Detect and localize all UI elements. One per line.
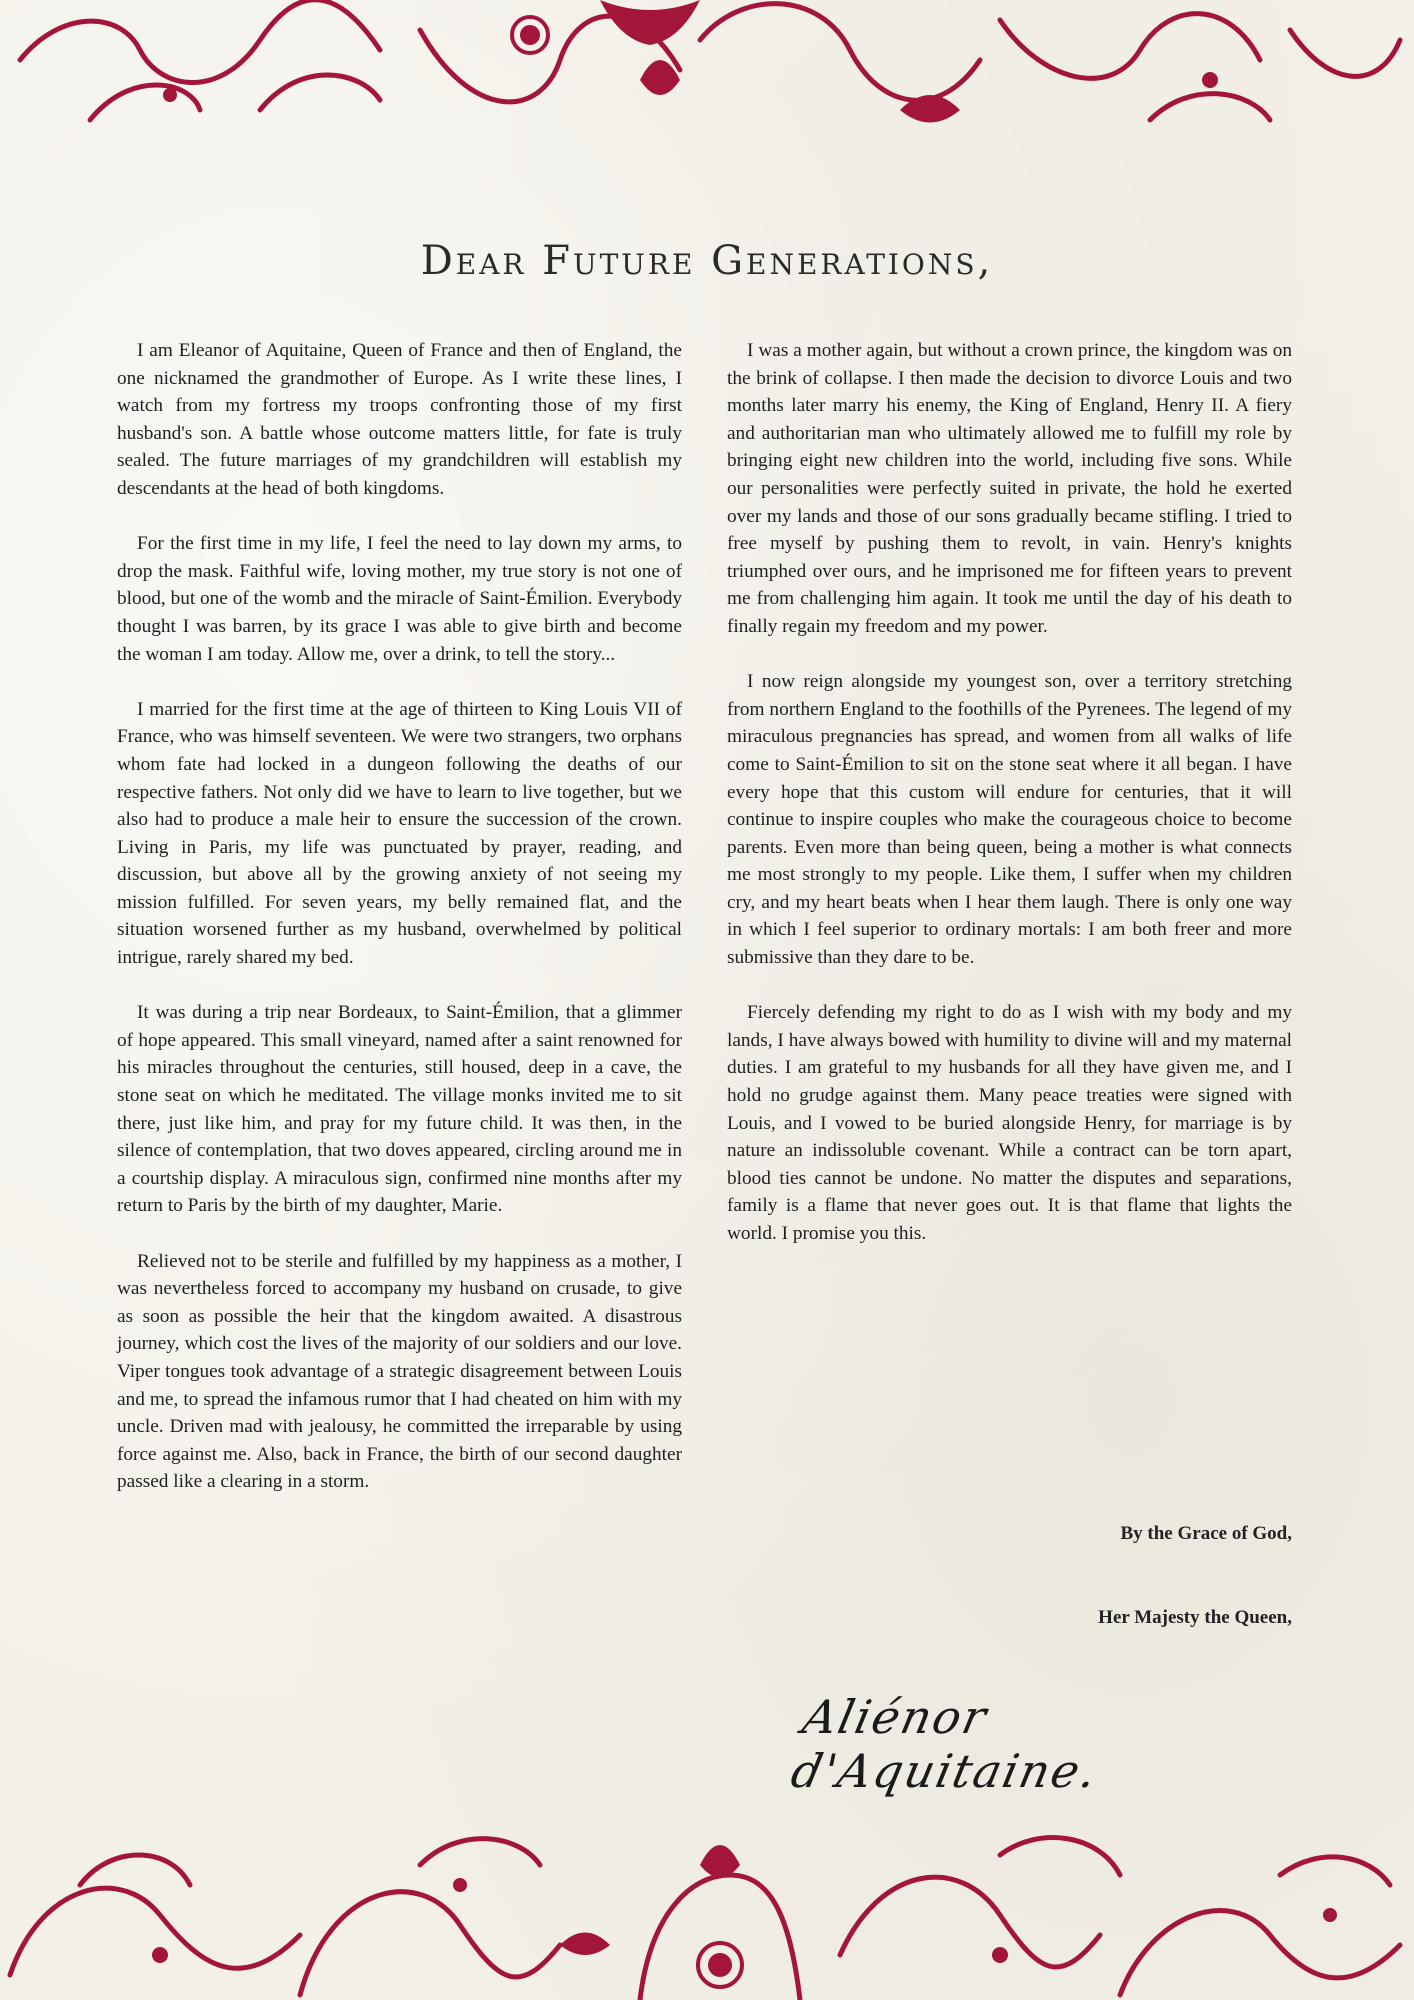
letter-paragraph: I am Eleanor of Aquitaine, Queen of France and then of England, the one nicknamed the grandmother of Europe. As I write these lines, I watch from my fortress my troops confronting those of my first husband's son. A battle whose outcome matters little, for fate is truly sealed. The future marriages of my grandchildren will establish my descendants at the head of both kingdoms. bbox=[117, 340, 682, 499]
floral-scroll-icon bbox=[0, 0, 1414, 140]
bottom-floral-ornament bbox=[0, 1825, 1414, 2000]
letter-paragraph: It was during a trip near Bordeaux, to Saint-Émilion, that a glimmer of hope appeared. This small vineyard, named after a saint renowned for his miracles throughout the centuries, still housed, deep in a cave, the stone seat on which he meditated. The village monks invited me to sit there, just like him, and pray for my future child. It was then, in the silence of contemplation, that two doves appeared, circling around me in a courtship display. A miraculous sign, confirmed nine months after my return to Paris by the birth of my daughter, Marie. bbox=[117, 1002, 682, 1217]
letter-paragraph: I now reign alongside my youngest son, over a territory stretching from northern England to the foothills of the Pyrenees. The legend of my miraculous pregnancies has spread, and women from all walks of life come to Saint-Émilion to sit on the stone seat where it all began. I have every hope that this custom will endure for centuries, that it will continue to inspire couples who make the courageous choice to become parents. Even more than being queen, being a mother is what connects me most strongly to my people. Like them, I suffer when my children cry, and my heart beats when I hear them laugh. There is only one way in which I feel superior to ordinary mortals: I am both freer and more submissive than they dare to be. bbox=[727, 671, 1292, 969]
letter-paragraph: For the first time in my life, I feel the need to lay down my arms, to drop the mask. Faithful wife, loving mother, my true story is not one of blood, but one of the womb and the miracle of Saint-Émilion. Everybody thought I was barren, by its grace I was able to give birth and become the woman I am today. Allow me, over a drink, to tell the story... bbox=[117, 533, 682, 665]
floral-scroll-icon bbox=[0, 1825, 1414, 2000]
handwritten-signature: Aliénor d'Aquitaine. bbox=[786, 1690, 1104, 1798]
closing-line-majesty: Her Majesty the Queen, bbox=[1098, 1607, 1292, 1628]
closing-line-grace: By the Grace of God, bbox=[1120, 1523, 1292, 1544]
letter-paragraph: Relieved not to be sterile and fulfilled by my happiness as a mother, I was nevertheless forced to accompany my husband on crusade, to give as soon as possible the heir that the kingdom awaited. A disastrous journey, which cost the lives of the majority of our soldiers and our love. Viper tongues took advantage of a strategic disagreement between Louis and me, to spread the infamous rumor that I had cheated on him with my uncle. Driven mad with jealousy, he committed the irreparable by using force against me. Also, back in France, the birth of our second daughter passed like a clearing in a storm. bbox=[117, 1250, 682, 1493]
letter-title: Dear Future Generations, bbox=[420, 238, 994, 284]
letter-left-column bbox=[117, 337, 682, 1524]
letter-paragraph: I married for the first time at the age of thirteen to King Louis VII of France, who was himself seventeen. We were two strangers, two orphans whom fate had locked in a dungeon following the deaths of our respective fathers. Not only did we have to learn to live together, but we also had to produce a male heir to ensure the succession of the crown. Living in Paris, my life was punctuated by prayer, reading, and discussion, but above all by the growing anxiety of not seeing my mission fulfilled. For seven years, my belly remained flat, and the situation worsened further as my husband, overwhelmed by political intrigue, rarely shared my bed. bbox=[117, 698, 682, 969]
top-floral-ornament bbox=[0, 0, 1414, 140]
letter-right-column bbox=[727, 337, 1292, 1275]
letter-paragraph: Fiercely defending my right to do as I wish with my body and my lands, I have always bowed with humility to divine will and my maternal duties. I am grateful to my husbands for all they have given me, and I hold no grudge against them. Many peace treaties were signed with Louis, and I vowed to be buried alongside Henry, for marriage is by nature an indissoluble covenant. While a contract can be torn apart, blood ties cannot be undone. No matter the disputes and separations, family is a flame that never goes out. It is that flame that lights the world. I promise you this. bbox=[727, 1002, 1292, 1244]
letter-paragraph: I was a mother again, but without a crown prince, the kingdom was on the brink of collapse. I then made the decision to divorce Louis and two months later marry his enemy, the King of England, Henry II. A fiery and authoritarian man who ultimately allowed me to fulfill my role by bringing eight new children into the world, including five sons. While our personalities were perfectly suited in private, the hold he exerted over my lands and those of our sons gradually became stifling. I tried to free myself by pushing them to revolt, in vain. Henry's knights triumphed over ours, and he imprisoned me for fifteen years to prevent me from challenging him again. It took me until the day of his death to finally regain my freedom and my power. bbox=[727, 340, 1292, 637]
